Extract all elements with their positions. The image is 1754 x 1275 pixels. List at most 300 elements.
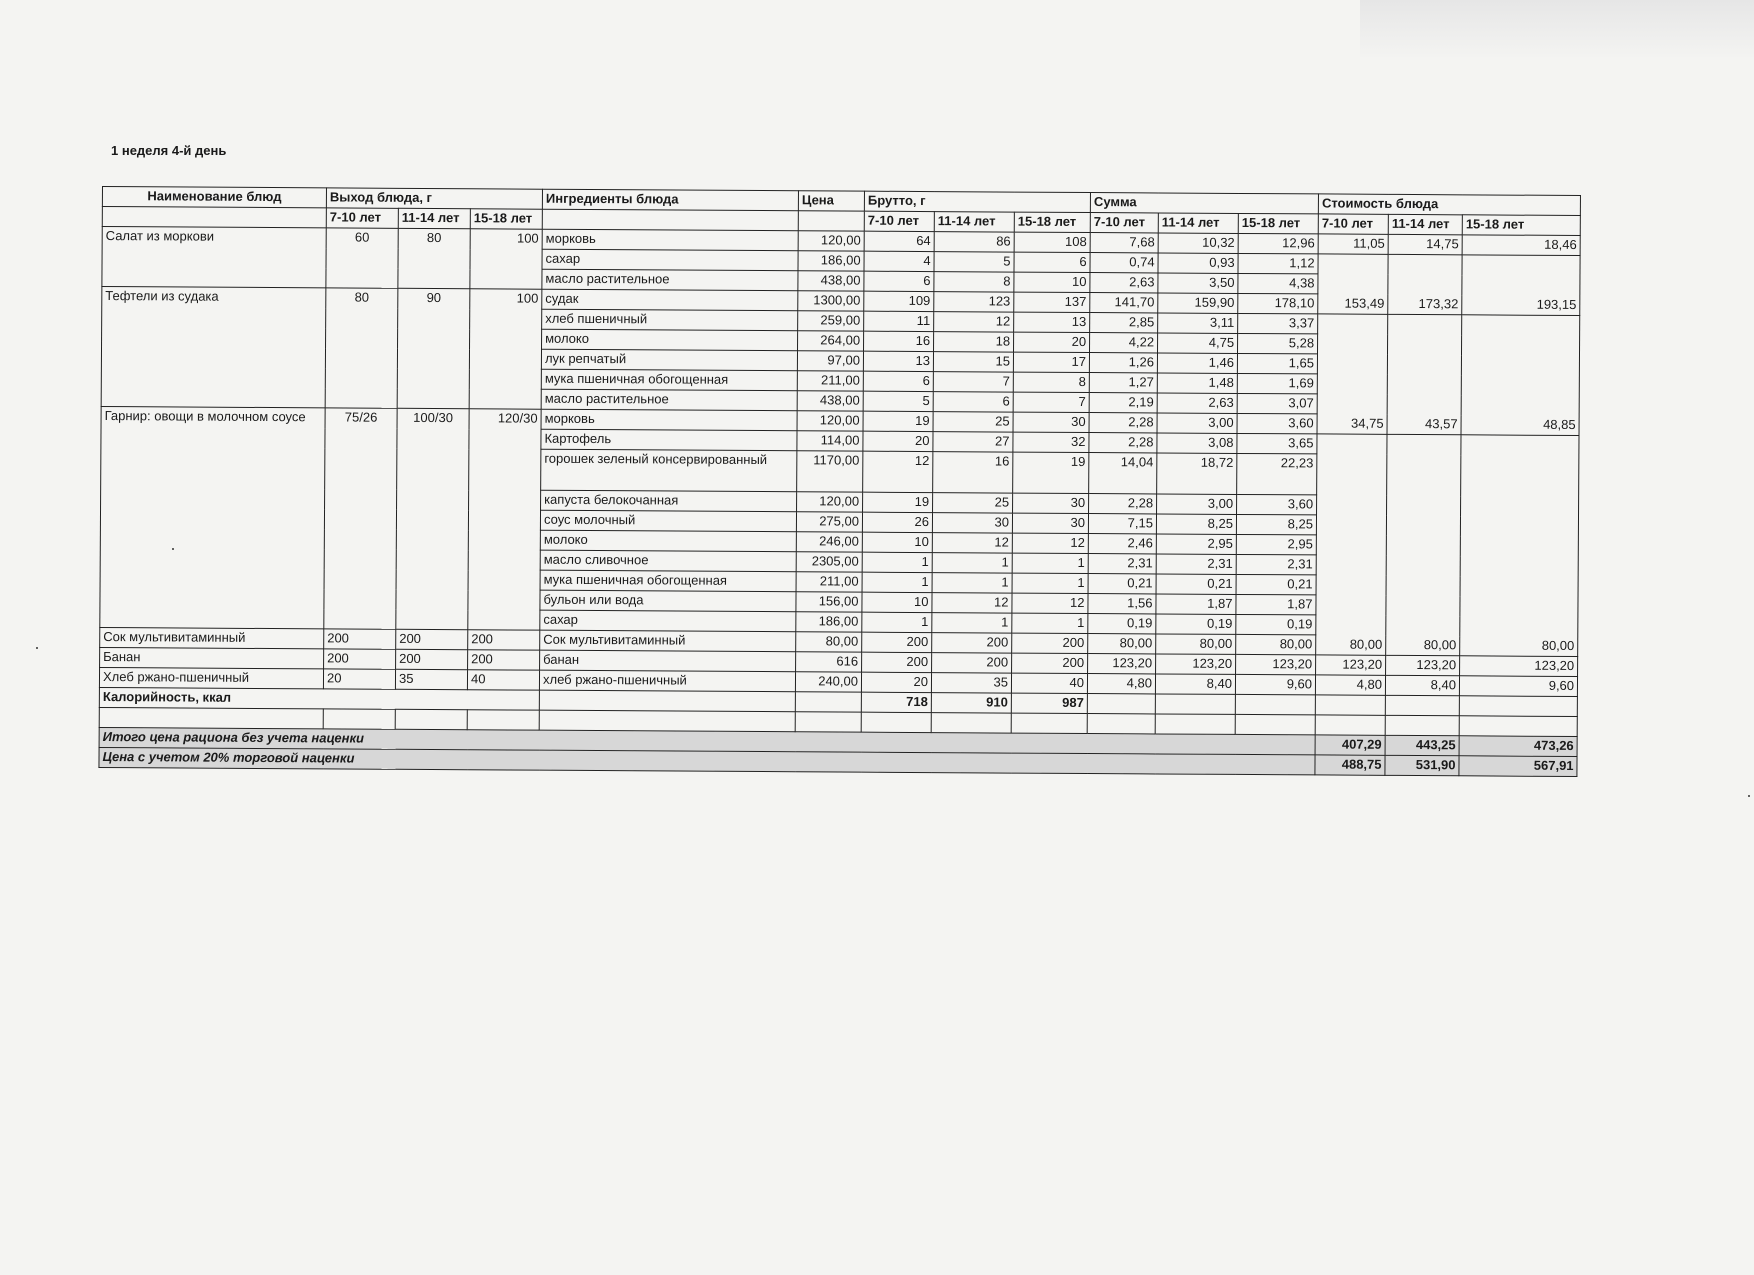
blank-cell [323, 709, 395, 729]
cost-cell [1461, 355, 1579, 376]
header-sum-age-1: 7-10 лет [1090, 213, 1158, 233]
cost-cell [1318, 274, 1388, 294]
brutto-cell: 12 [1012, 533, 1088, 553]
sum-cell: 159,90 [1158, 293, 1238, 313]
cost-cell: 48,85 [1461, 415, 1579, 436]
sum-cell: 4,22 [1090, 333, 1158, 353]
cost-cell [1387, 454, 1461, 495]
cost-cell [1317, 495, 1387, 515]
ingredient-cell: масло растительное [541, 389, 797, 411]
sum-cell: 1,87 [1156, 594, 1236, 614]
header-blank [542, 209, 798, 231]
brutto-cell: 13 [863, 351, 933, 371]
price-cell: 211,00 [796, 572, 862, 592]
cost-cell [1318, 334, 1388, 354]
sum-cell: 1,69 [1237, 373, 1317, 393]
ingredient-cell: молоко [540, 530, 796, 552]
cost-cell [1460, 596, 1578, 617]
brutto-cell: 6 [863, 371, 933, 391]
cost-cell [1461, 455, 1579, 497]
sum-cell: 8,25 [1236, 514, 1316, 534]
yield-cell: 200 [324, 629, 396, 649]
brutto-cell: 200 [862, 652, 932, 672]
cost-cell [1316, 615, 1386, 635]
sum-cell: 80,00 [1156, 634, 1236, 654]
sum-cell: 0,19 [1088, 614, 1156, 634]
cost-cell: 80,00 [1316, 635, 1386, 655]
blank-cell [1315, 715, 1385, 735]
ingredient-cell: сахар [542, 249, 798, 271]
ingredient-cell: сахар [540, 610, 796, 632]
brutto-cell: 200 [862, 632, 932, 652]
ingredient-cell: Картофель [541, 429, 797, 451]
price-cell: 438,00 [797, 391, 863, 411]
sum-cell: 14,04 [1089, 453, 1157, 494]
sum-cell: 9,60 [1235, 674, 1315, 694]
ingredient-cell: мука пшеничная обогощенная [541, 369, 797, 391]
cost-cell [1316, 535, 1386, 555]
ingredient-cell: масло сливочное [540, 550, 796, 572]
cost-cell [1461, 496, 1579, 517]
brutto-cell: 25 [933, 412, 1013, 432]
cost-cell: 193,15 [1462, 295, 1580, 316]
brutto-cell: 20 [1014, 332, 1090, 352]
brutto-cell: 19 [863, 492, 933, 512]
brutto-cell: 1 [862, 612, 932, 632]
ingredient-cell: масло растительное [542, 269, 798, 291]
total-value: 473,26 [1459, 736, 1577, 757]
sum-cell: 3,08 [1157, 433, 1237, 453]
brutto-cell: 1 [1012, 553, 1088, 573]
cost-cell [1386, 615, 1460, 635]
brutto-cell: 11 [864, 311, 934, 331]
brutto-cell: 35 [931, 673, 1011, 693]
dish-name-cell: Банан [100, 647, 324, 668]
blank-cell [1087, 714, 1155, 734]
sum-cell: 141,70 [1090, 293, 1158, 313]
price-cell: 120,00 [797, 492, 863, 512]
brutto-cell: 200 [1012, 653, 1088, 673]
ingredient-cell: соус молочный [540, 510, 796, 532]
brutto-cell: 4 [864, 251, 934, 271]
blank-cell [99, 707, 323, 728]
price-cell: 80,00 [796, 632, 862, 652]
brutto-cell: 13 [1014, 312, 1090, 332]
brutto-cell: 16 [864, 331, 934, 351]
sum-cell: 80,00 [1236, 634, 1316, 654]
cost-cell [1460, 536, 1578, 557]
cost-cell [1316, 595, 1386, 615]
ingredient-cell: хлеб ржано-пшеничный [539, 670, 795, 692]
cost-cell: 123,20 [1316, 655, 1386, 675]
yield-cell: 200 [396, 649, 468, 669]
sum-cell: 1,65 [1237, 353, 1317, 373]
cost-cell: 9,60 [1459, 676, 1577, 697]
scan-speck [1748, 795, 1750, 797]
brutto-cell: 6 [933, 392, 1013, 412]
cost-cell [1317, 354, 1387, 374]
calories-value: 910 [931, 693, 1011, 713]
sum-cell: 123,20 [1156, 654, 1236, 674]
sum-cell: 80,00 [1088, 634, 1156, 654]
ingredient-cell: капуста белокочанная [541, 490, 797, 512]
ingredient-cell: судак [542, 289, 798, 311]
cost-cell [1388, 254, 1462, 274]
sum-cell: 3,00 [1157, 494, 1237, 514]
sum-cell: 1,26 [1089, 353, 1157, 373]
scan-speck [36, 647, 38, 649]
brutto-cell: 64 [864, 231, 934, 251]
cost-cell: 34,75 [1317, 414, 1387, 434]
brutto-cell: 25 [933, 493, 1013, 513]
header-cost: Стоимость блюда [1318, 194, 1580, 216]
brutto-cell: 1 [1012, 573, 1088, 593]
blank-cell [1459, 716, 1577, 737]
sum-cell: 4,38 [1238, 273, 1318, 293]
cost-cell [1388, 274, 1462, 294]
sum-cell: 2,28 [1089, 494, 1157, 514]
cost-cell [1386, 555, 1460, 575]
brutto-cell: 19 [863, 411, 933, 431]
yield-cell: 200 [468, 630, 540, 650]
cost-cell [1461, 375, 1579, 396]
sum-cell: 22,23 [1237, 453, 1317, 494]
brutto-cell: 1 [932, 553, 1012, 573]
brutto-cell: 12 [932, 593, 1012, 613]
brutto-cell: 20 [861, 672, 931, 692]
sum-cell: 3,00 [1157, 413, 1237, 433]
blank-cell [795, 712, 861, 732]
ingredient-cell: молоко [542, 329, 798, 351]
total-value: 567,91 [1459, 756, 1577, 777]
sum-cell: 123,20 [1088, 654, 1156, 674]
ingredient-cell: Сок мультивитаминный [540, 630, 796, 652]
cost-cell [1388, 334, 1462, 354]
brutto-cell: 16 [933, 452, 1013, 493]
blank-cell [1459, 696, 1577, 717]
price-cell: 186,00 [796, 612, 862, 632]
cost-cell [1460, 556, 1578, 577]
blank-cell [861, 712, 931, 732]
brutto-cell: 6 [864, 271, 934, 291]
sum-cell: 2,31 [1156, 554, 1236, 574]
blank-cell [795, 692, 861, 712]
sum-cell: 3,50 [1158, 273, 1238, 293]
sum-cell: 1,12 [1238, 253, 1318, 273]
cost-cell: 14,75 [1388, 234, 1462, 254]
cost-cell [1317, 454, 1387, 495]
sum-cell: 2,95 [1156, 534, 1236, 554]
cost-cell: 8,40 [1385, 675, 1459, 695]
sum-cell: 0,19 [1156, 614, 1236, 634]
brutto-cell: 10 [1014, 272, 1090, 292]
brutto-cell: 40 [1011, 673, 1087, 693]
yield-cell: 75/26 [324, 408, 397, 629]
header-dish-name: Наименование блюд [102, 187, 326, 208]
sum-cell: 1,48 [1157, 373, 1237, 393]
brutto-cell: 5 [934, 252, 1014, 272]
brutto-cell: 200 [932, 633, 1012, 653]
calories-label: Калорийность, ккал [99, 687, 539, 710]
sum-cell: 1,27 [1089, 373, 1157, 393]
brutto-cell: 108 [1014, 232, 1090, 252]
sum-cell: 4,75 [1158, 333, 1238, 353]
brutto-cell: 17 [1013, 352, 1089, 372]
brutto-cell: 109 [864, 291, 934, 311]
brutto-cell: 10 [862, 592, 932, 612]
header-blank [798, 211, 864, 231]
cost-cell [1318, 254, 1388, 274]
brutto-cell: 15 [933, 352, 1013, 372]
sum-cell: 8,25 [1156, 514, 1236, 534]
blank-cell [1011, 713, 1087, 733]
blank-cell [539, 710, 795, 732]
brutto-cell: 1 [862, 552, 932, 572]
brutto-cell: 12 [934, 312, 1014, 332]
sum-cell: 3,37 [1238, 313, 1318, 333]
sum-cell: 2,19 [1089, 393, 1157, 413]
header-blank [102, 207, 326, 228]
price-cell: 97,00 [797, 351, 863, 371]
price-cell: 186,00 [798, 251, 864, 271]
yield-cell: 200 [324, 649, 396, 669]
sum-cell: 8,40 [1155, 674, 1235, 694]
blank-cell [1087, 694, 1155, 714]
cost-cell: 43,57 [1387, 414, 1461, 434]
brutto-cell: 30 [1013, 412, 1089, 432]
brutto-cell: 1 [932, 573, 1012, 593]
brutto-cell: 6 [1014, 252, 1090, 272]
ingredient-cell: мука пшеничная обогощенная [540, 570, 796, 592]
brutto-cell: 19 [1013, 452, 1089, 493]
blank-cell [1155, 694, 1235, 714]
sum-cell: 3,11 [1158, 313, 1238, 333]
brutto-cell: 27 [933, 432, 1013, 452]
ingredient-cell: банан [540, 650, 796, 672]
ingredient-cell: морковь [542, 229, 798, 251]
sum-cell: 5,28 [1238, 333, 1318, 353]
cost-cell [1317, 434, 1387, 454]
header-yield: Выход блюда, г [326, 188, 542, 209]
yield-cell: 80 [398, 228, 470, 288]
sum-cell: 3,07 [1237, 393, 1317, 413]
sum-cell: 2,95 [1236, 534, 1316, 554]
blank-cell [395, 709, 467, 729]
sum-cell: 0,21 [1156, 574, 1236, 594]
blank-cell [1385, 715, 1459, 735]
sum-cell: 3,60 [1237, 494, 1317, 514]
cost-cell [1318, 314, 1388, 334]
yield-cell: 100 [470, 229, 542, 289]
price-cell: 1170,00 [797, 451, 863, 492]
menu-cost-table [98, 186, 1581, 777]
price-cell: 120,00 [798, 231, 864, 251]
brutto-cell: 123 [934, 292, 1014, 312]
scan-speck [172, 548, 174, 550]
scan-shadow [1360, 0, 1754, 60]
sum-cell: 2,31 [1088, 554, 1156, 574]
cost-cell [1460, 576, 1578, 597]
cost-cell [1386, 575, 1460, 595]
brutto-cell: 1 [932, 613, 1012, 633]
header-yield-age-3: 15-18 лет [470, 209, 542, 229]
sum-cell: 2,46 [1088, 534, 1156, 554]
sum-cell: 0,21 [1088, 574, 1156, 594]
price-cell: 156,00 [796, 592, 862, 612]
price-cell: 120,00 [797, 411, 863, 431]
sum-cell: 2,28 [1089, 433, 1157, 453]
sum-cell: 7,15 [1088, 514, 1156, 534]
cost-cell [1387, 354, 1461, 374]
calories-value: 987 [1011, 693, 1087, 713]
sum-cell: 0,74 [1090, 253, 1158, 273]
sum-cell: 2,85 [1090, 313, 1158, 333]
dish-name-cell: Салат из моркови [102, 227, 326, 288]
yield-cell: 35 [395, 669, 467, 689]
sum-cell: 2,31 [1236, 554, 1316, 574]
yield-cell: 20 [323, 669, 395, 689]
sum-cell: 123,20 [1236, 654, 1316, 674]
blank-cell [1315, 695, 1385, 715]
price-cell: 438,00 [798, 271, 864, 291]
header-sum-age-2: 11-14 лет [1158, 213, 1238, 233]
brutto-cell: 10 [862, 532, 932, 552]
price-cell: 114,00 [797, 431, 863, 451]
brutto-cell: 18 [934, 332, 1014, 352]
price-cell: 616 [796, 652, 862, 672]
blank-cell [467, 710, 539, 730]
cost-cell [1387, 495, 1461, 515]
sum-cell: 7,68 [1090, 233, 1158, 253]
dish-name-cell: Тефтели из судака [101, 287, 326, 408]
cost-cell [1388, 314, 1462, 334]
cost-cell [1461, 395, 1579, 416]
yield-cell: 80 [325, 288, 398, 408]
yield-cell: 120/30 [468, 409, 541, 630]
brutto-cell: 7 [933, 372, 1013, 392]
ingredient-cell: горошек зеленый консервированный [541, 449, 797, 492]
sum-cell: 10,32 [1158, 233, 1238, 253]
ingredient-cell: лук репчатый [541, 349, 797, 371]
yield-cell: 100 [469, 289, 542, 409]
cost-cell [1462, 335, 1580, 356]
sum-cell: 2,63 [1090, 273, 1158, 293]
sum-cell: 1,46 [1157, 353, 1237, 373]
brutto-cell: 200 [1012, 633, 1088, 653]
cost-cell [1317, 394, 1387, 414]
cost-cell [1316, 555, 1386, 575]
total-label: Цена с учетом 20% торговой наценки [99, 747, 1315, 774]
yield-cell: 100/30 [396, 408, 469, 629]
price-cell: 259,00 [798, 311, 864, 331]
cost-cell [1316, 575, 1386, 595]
sum-cell: 12,96 [1238, 233, 1318, 253]
header-cost-age-1: 7-10 лет [1318, 214, 1388, 234]
brutto-cell: 200 [932, 653, 1012, 673]
sum-cell: 18,72 [1157, 453, 1237, 494]
dish-name-cell: Сок мультивитаминный [100, 627, 324, 648]
blank-cell [539, 690, 795, 712]
total-value: 531,90 [1385, 755, 1459, 775]
brutto-cell: 32 [1013, 432, 1089, 452]
price-cell: 264,00 [798, 331, 864, 351]
cost-cell [1462, 315, 1580, 336]
page-title: 1 неделя 4-й день [111, 143, 227, 158]
yield-cell: 90 [397, 288, 470, 408]
header-yield-age-2: 11-14 лет [398, 208, 470, 228]
price-cell: 240,00 [795, 672, 861, 692]
blank-cell [1155, 714, 1235, 734]
cost-cell [1386, 515, 1460, 535]
brutto-cell: 30 [1012, 513, 1088, 533]
cost-cell: 80,00 [1386, 635, 1460, 655]
sum-cell: 0,21 [1236, 574, 1316, 594]
total-value: 407,29 [1315, 735, 1385, 755]
brutto-cell: 7 [1013, 392, 1089, 412]
cost-cell [1386, 595, 1460, 615]
brutto-cell: 30 [932, 513, 1012, 533]
price-cell: 1300,00 [798, 291, 864, 311]
brutto-cell: 8 [1013, 372, 1089, 392]
blank-cell [931, 713, 1011, 733]
sum-cell: 1,87 [1236, 594, 1316, 614]
ingredient-cell: бульон или вода [540, 590, 796, 612]
blank-cell [1385, 695, 1459, 715]
total-label: Итого цена рациона без учета наценки [99, 727, 1315, 754]
header-sum-age-3: 15-18 лет [1238, 213, 1318, 233]
sum-cell: 1,56 [1088, 594, 1156, 614]
header-sum: Сумма [1090, 193, 1318, 214]
header-cost-age-2: 11-14 лет [1388, 214, 1462, 234]
cost-cell [1317, 374, 1387, 394]
cost-cell [1460, 616, 1578, 637]
price-cell: 246,00 [796, 532, 862, 552]
cost-cell [1387, 434, 1461, 454]
brutto-cell: 1 [1012, 613, 1088, 633]
sum-cell: 2,28 [1089, 413, 1157, 433]
brutto-cell: 12 [932, 533, 1012, 553]
yield-cell: 60 [326, 228, 398, 288]
cost-cell: 123,20 [1460, 656, 1578, 677]
sum-cell: 178,10 [1238, 293, 1318, 313]
calories-value: 718 [861, 692, 931, 712]
blank-cell [1235, 714, 1315, 734]
ingredient-cell: морковь [541, 409, 797, 431]
total-value: 443,25 [1385, 735, 1459, 755]
brutto-cell: 86 [934, 232, 1014, 252]
cost-cell [1460, 516, 1578, 537]
ingredient-cell: хлеб пшеничный [542, 309, 798, 331]
yield-cell: 200 [396, 629, 468, 649]
header-price: Цена [798, 191, 864, 211]
cost-cell [1462, 255, 1580, 276]
blank-cell [1235, 694, 1315, 714]
sum-cell: 0,19 [1236, 614, 1316, 634]
price-cell: 275,00 [796, 512, 862, 532]
header-brutto: Брутто, г [864, 191, 1090, 212]
cost-cell [1387, 394, 1461, 414]
header-brutto-age-3: 15-18 лет [1014, 212, 1090, 232]
brutto-cell: 8 [934, 272, 1014, 292]
sum-cell: 0,93 [1158, 253, 1238, 273]
brutto-cell: 137 [1014, 292, 1090, 312]
dish-name-cell: Хлеб ржано-пшеничный [99, 667, 323, 688]
brutto-cell: 1 [862, 572, 932, 592]
brutto-cell: 5 [863, 391, 933, 411]
brutto-cell: 26 [862, 512, 932, 532]
brutto-cell: 20 [863, 431, 933, 451]
cost-cell [1386, 535, 1460, 555]
